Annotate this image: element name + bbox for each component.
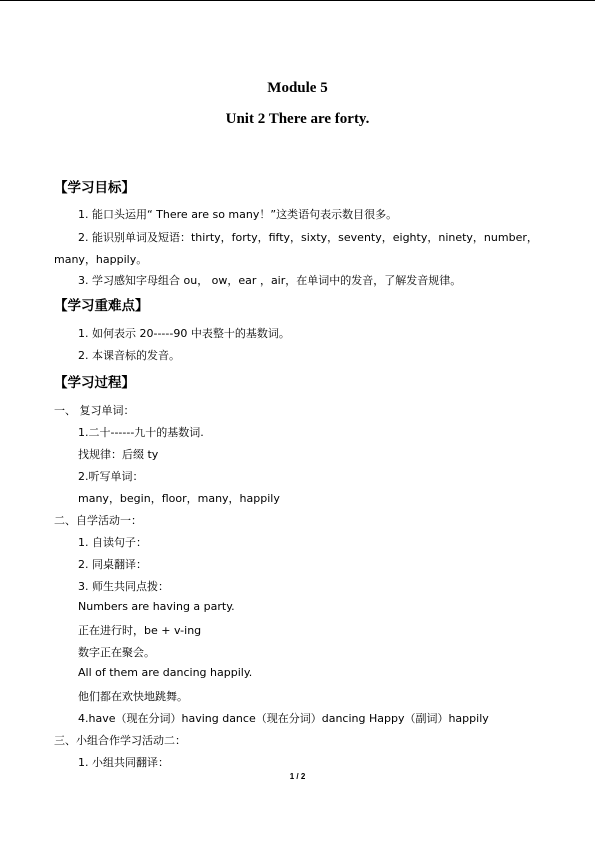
process-line: 2. 同桌翻译： (78, 558, 147, 571)
unit-title: Unit 2 There are forty. (225, 111, 370, 127)
module-title: Module 5 (267, 80, 328, 96)
key-point-1: 1. 如何表示 20-----90 中表整十的基数词。 (78, 327, 290, 340)
goal-item-1: 1. 能口头运用“ There are so many！”这类语句表示数目很多。 (78, 208, 398, 221)
process-line: 1. 小组共同翻译： (78, 756, 169, 769)
process-heading: 【学习过程】 (54, 375, 135, 391)
process-line: Numbers are having a party. (78, 600, 235, 613)
page-number: 1 / 2 (289, 772, 306, 781)
process-line: 1. 自读句子： (78, 536, 147, 549)
process-line: 2.听写单词： (78, 470, 144, 483)
process-line: 正在进行时，be + v-ing (78, 624, 202, 637)
key-point-2: 2. 本课音标的发音。 (78, 349, 180, 362)
goals-heading: 【学习目标】 (54, 180, 135, 196)
process-step-1: 一、 复习单词： (54, 404, 135, 417)
goal-item-3: 3. 学习感知字母组合 ou， ow，ear ，air，在单词中的发音，了解发音规律。 (78, 274, 462, 287)
process-line: 他们都在欢快地跳舞。 (78, 690, 188, 703)
process-line: 数字正在聚会。 (78, 646, 155, 659)
process-line: 找规律：后缀 ty (78, 448, 159, 461)
process-line: 1.二十------九十的基数词. (78, 426, 204, 439)
goal-item-2: 2. 能识别单词及短语：thirty，forty，fifty，sixty，seventy，eighty，ninety，number， (78, 231, 538, 244)
process-line: 4.have（现在分词）having dance（现在分词）dancing Happy（副词）happily (78, 712, 489, 725)
process-step-3: 三、小组合作学习活动二： (54, 734, 186, 747)
process-line: 3. 师生共同点拨： (78, 580, 169, 593)
process-line: All of them are dancing happily. (78, 666, 253, 679)
process-step-2: 二、自学活动一： (54, 514, 142, 527)
key-points-heading: 【学习重难点】 (54, 298, 149, 314)
goal-item-2-continued: many，happily。 (54, 253, 148, 266)
process-line: many，begin，floor，many，happily (78, 492, 280, 505)
top-border-line (0, 0, 595, 1)
